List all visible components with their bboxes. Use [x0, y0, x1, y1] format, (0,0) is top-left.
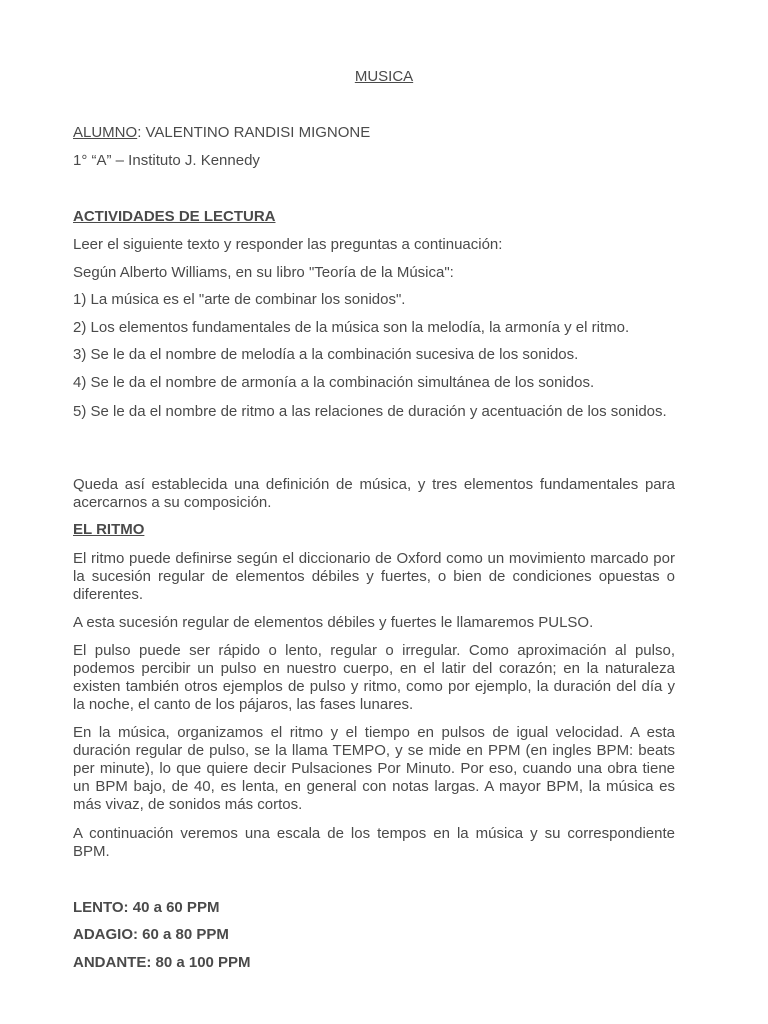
tempo-item-andante: ANDANTE: 80 a 100 PPM — [73, 954, 251, 971]
list-item: 4) Se le da el nombre de armonía a la combinación simultánea de los sonidos. — [73, 374, 595, 391]
list-item: 1) La música es el "arte de combinar los sonidos". — [73, 291, 406, 308]
list-item: 3) Se le da el nombre de melodía a la combinación sucesiva de los sonidos. — [73, 346, 579, 363]
student-line — [73, 124, 370, 142]
list-item: 2) Los elementos fundamentales de la música son la melodía, la armonía y el ritmo. — [73, 319, 630, 336]
student-name: : VALENTINO RANDISI MIGNONE — [137, 124, 371, 141]
paragraph: A continuación veremos una escala de los tempos en la música y su correspondiente BPM. — [73, 825, 675, 860]
course-line: 1° “A” – Instituto J. Kennedy — [73, 152, 260, 169]
source-text: Según Alberto Williams, en su libro "Teoría de la Música": — [73, 264, 454, 281]
student-label: ALUMNO — [73, 124, 138, 141]
paragraph: El pulso puede ser rápido o lento, regular o irregular. Como aproximación al pulso, podemos percibir un pulso en nuestro cuerpo, en el latir del corazón; en la naturaleza existen también otros ejemplos de pulso y ritmo, como por ejemplo, la duración del día y la noche, el canto de los pájaros, las fases lunares. — [73, 642, 675, 713]
instructions-text: Leer el siguiente texto y responder las preguntas a continuación: — [73, 236, 503, 253]
section-heading-actividades: ACTIVIDADES DE LECTURA — [73, 208, 276, 225]
paragraph: El ritmo puede definirse según el diccionario de Oxford como un movimiento marcado por la sucesión regular de elementos débiles y fuertes, o bien de condiciones opuestas o diferentes. — [73, 550, 675, 603]
section-heading-ritmo: EL RITMO — [73, 521, 145, 538]
tempo-item-lento: LENTO: 40 a 60 PPM — [73, 899, 220, 916]
conclusion-paragraph: Queda así establecida una definición de música, y tres elementos fundamentales para acercarnos a su composición. — [73, 476, 675, 511]
list-item: 5) Se le da el nombre de ritmo a las relaciones de duración y acentuación de los sonidos. — [73, 403, 667, 420]
paragraph: En la música, organizamos el ritmo y el tiempo en pulsos de igual velocidad. A esta duración regular de pulso, se la llama TEMPO, y se mide en PPM (en ingles BPM: beats per minute), lo que quiere decir Pulsaciones Por Minuto. Por eso, cuando una obra tiene un BPM bajo, de 40, es lenta, en general con notas largas. A mayor BPM, la música es más vivaz, de sonidos más cortos. — [73, 724, 675, 813]
document-title: MUSICA — [354, 68, 414, 85]
paragraph: A esta sucesión regular de elementos débiles y fuertes le llamaremos PULSO. — [73, 614, 594, 631]
tempo-item-adagio: ADAGIO: 60 a 80 PPM — [73, 926, 229, 943]
